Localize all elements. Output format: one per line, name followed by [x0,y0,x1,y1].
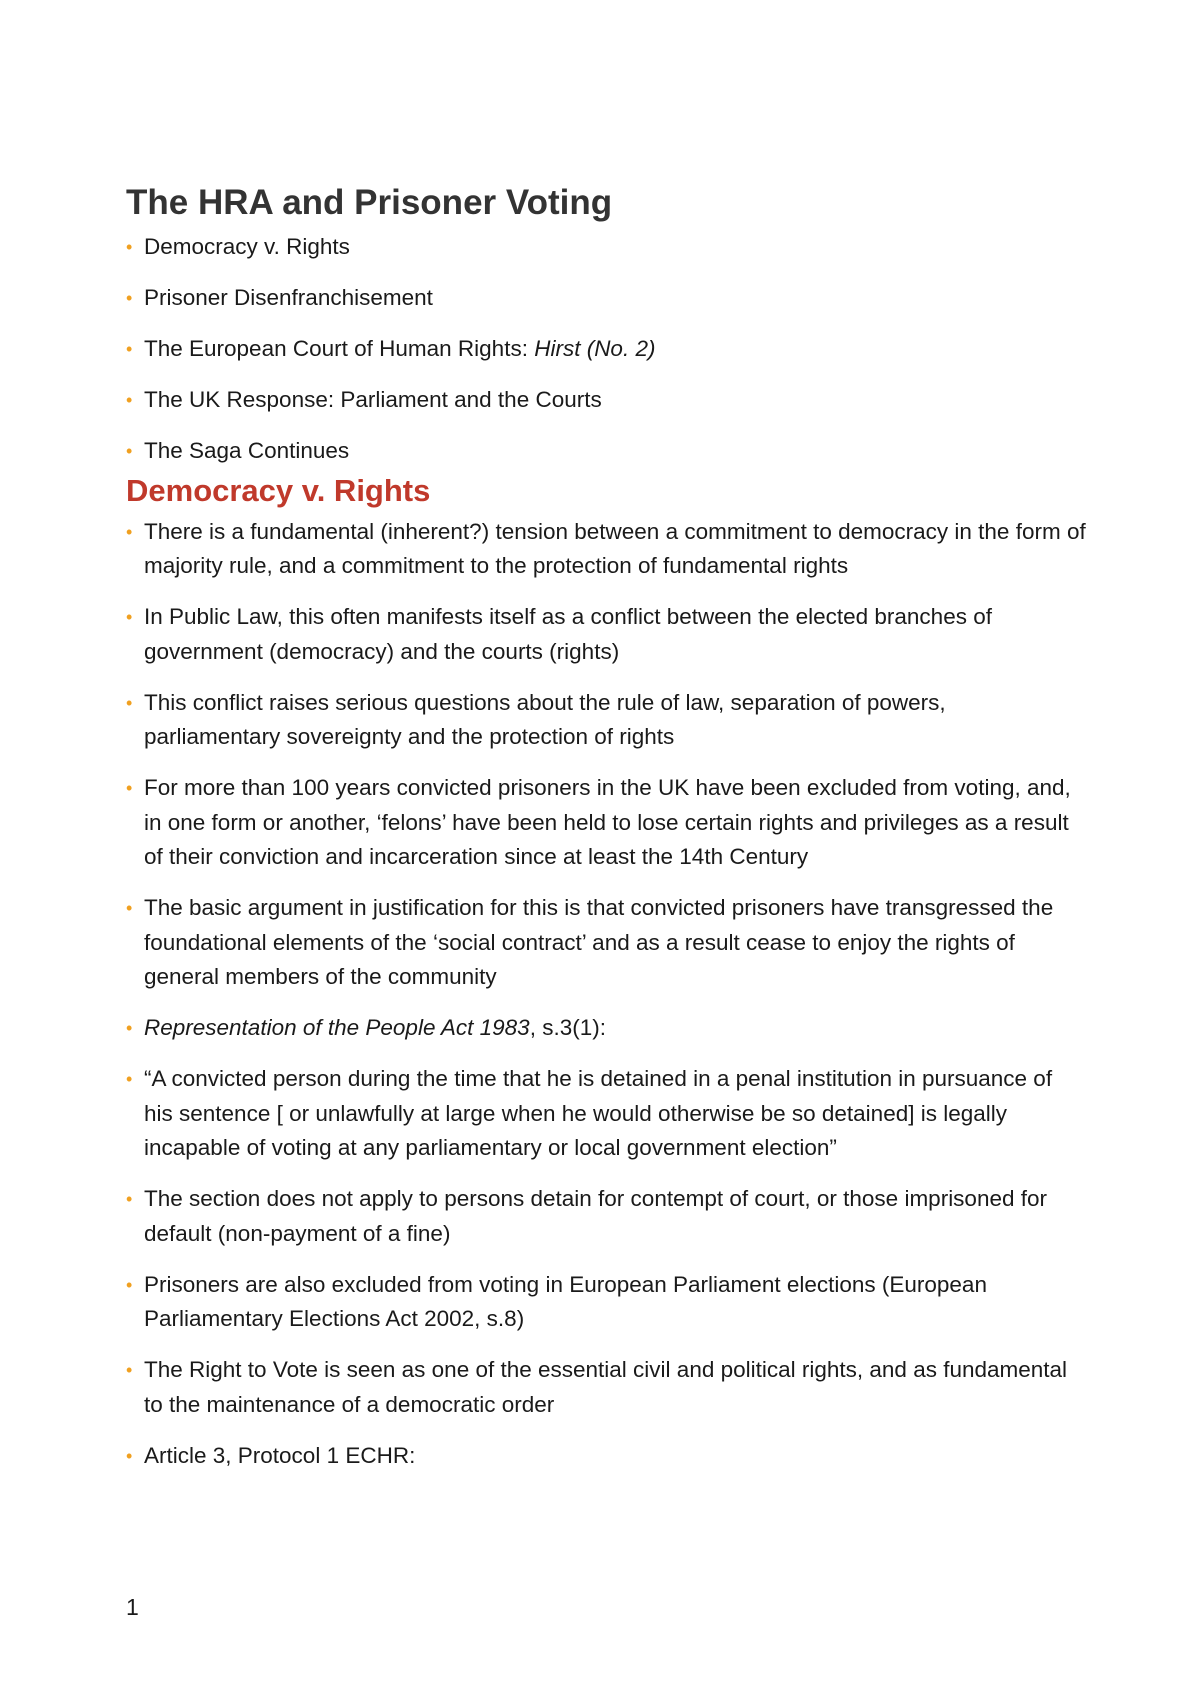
section-bullet-list [126,515,1086,1474]
outline-item: • Prisoner Disenfranchisement [126,281,1086,316]
document-title: The HRA and Prisoner Voting [126,183,613,222]
section-heading: Democracy v. Rights [126,472,431,508]
bullet-item: • Prisoners are also excluded from voting in European Parliament elections (European Parliamentary Elections Act 2002, s.8) [126,1268,1086,1337]
section-democracy-v-rights [126,471,1086,1474]
document-page [126,178,1086,1490]
bullet-item: • This conflict raises serious questions about the rule of law, separation of powers, parliamentary sovereignty and the protection of rights [126,686,1086,755]
bullet-item: • The section does not apply to persons detain for contempt of court, or those imprisoned for default (non-payment of a fine) [126,1182,1086,1251]
bullet-item: • For more than 100 years convicted prisoners in the UK have been excluded from voting, and, in one form or another, ‘felons’ have been held to lose certain rights and privileges as a result of their conviction and incarceration since at least the 14th Century [126,771,1086,875]
bullet-item: • Article 3, Protocol 1 ECHR: [126,1439,1086,1474]
bullet-item: • In Public Law, this often manifests itself as a conflict between the elected branches of government (democracy) and the courts (rights) [126,600,1086,669]
page-number: 1 [126,1594,139,1620]
bullet-item-quote: • “A convicted person during the time that he is detained in a penal institution in pursuance of his sentence [ or unlawfully at large when he would otherwise be so detained] is legally incapable of voting at any parliamentary or local government election” [126,1062,1086,1166]
bullet-item: • The basic argument in justification for this is that convicted prisoners have transgressed the foundational elements of the ‘social contract’ and as a result cease to enjoy the rights of general members of the community [126,891,1086,995]
outline-item: • Democracy v. Rights [126,230,1086,265]
act-title: Representation of the People Act 1983 [144,1015,530,1040]
outline-list [126,230,1086,469]
outline-item: • The Saga Continues [126,434,1086,469]
bullet-item-act-reference: • Representation of the People Act 1983, s.3(1): [126,1011,1086,1046]
outline-item: • The European Court of Human Rights: Hirst (No. 2) [126,332,1086,367]
bullet-item: • The Right to Vote is seen as one of the essential civil and political rights, and as fundamental to the maintenance of a democratic order [126,1353,1086,1422]
outline-item: • The UK Response: Parliament and the Courts [126,383,1086,418]
case-name: Hirst (No. 2) [534,336,656,361]
bullet-item: • There is a fundamental (inherent?) tension between a commitment to democracy in the form of majority rule, and a commitment to the protection of fundamental rights [126,515,1086,584]
